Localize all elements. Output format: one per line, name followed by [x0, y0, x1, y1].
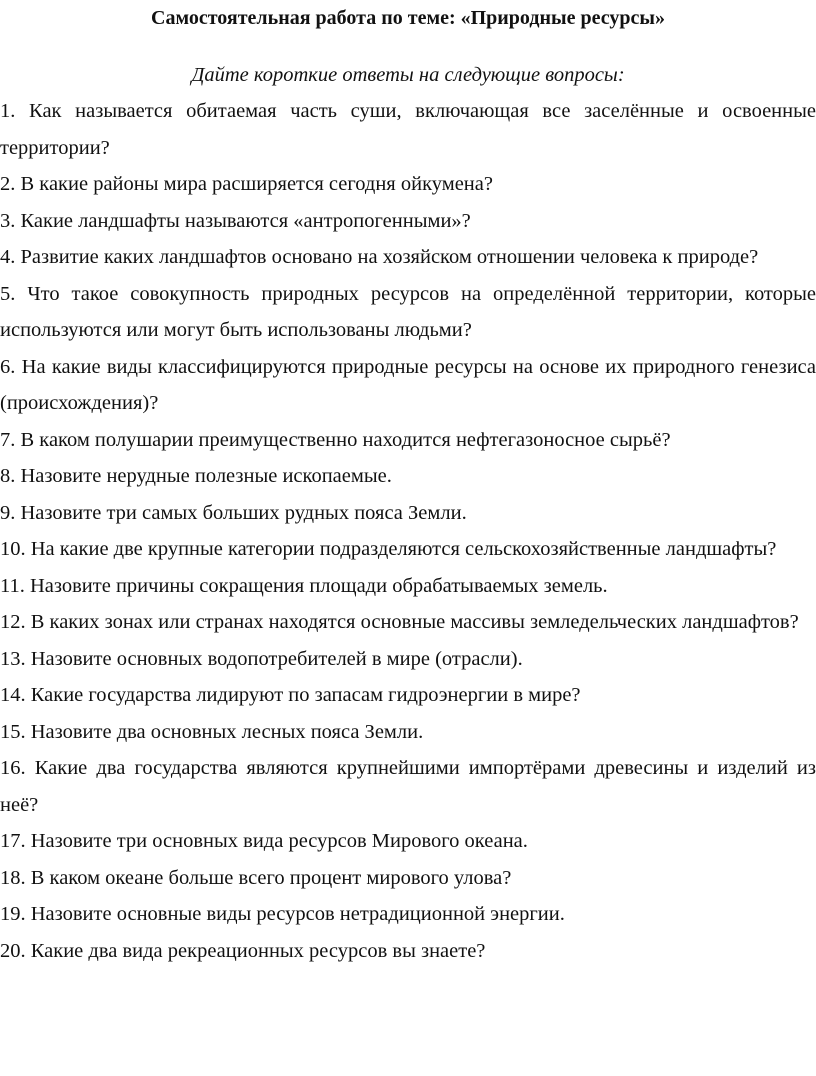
question-text: 6. На какие виды классифицируются природные ресурсы на основе их природного генезиса (происхождения)?: [0, 355, 816, 414]
question-text: 16. Какие два государства являются крупнейшими импортёрами древесины и изделий из неё?: [0, 757, 816, 816]
question-item: [0, 166, 816, 203]
question-item: [0, 823, 816, 860]
question-text: 3. Какие ландшафты называются «антропогенными»?: [0, 209, 471, 232]
question-text: 19. Назовите основные виды ресурсов нетрадиционной энергии.: [0, 903, 565, 925]
question-item: [0, 422, 816, 459]
question-item: [0, 641, 816, 678]
question-item: [0, 531, 816, 568]
question-text: 10. На какие две крупные категории подразделяются сельскохозяйственные ландшафты?: [0, 538, 777, 560]
question-item: [0, 239, 816, 276]
question-text: 15. Назовите два основных лесных пояса Земли.: [0, 720, 424, 743]
document-title: Самостоятельная работа по теме: «Природные ресурсы»: [151, 7, 665, 29]
question-text: 5. Что такое совокупность природных ресурсов на определённой территории, которые используются или могут быть использованы людьми?: [0, 282, 816, 341]
question-text: 1. Как называется обитаемая часть суши, включающая все заселённые и освоенные территории?: [0, 100, 816, 159]
question-item: [0, 495, 816, 532]
question-item: [0, 276, 816, 349]
question-item: [0, 677, 816, 714]
questions-list: [0, 93, 816, 969]
question-text: 11. Назовите причины сокращения площади обрабатываемых земель.: [0, 574, 608, 597]
question-text: 20. Какие два вида рекреационных ресурсов вы знаете?: [0, 939, 486, 962]
question-item: [0, 714, 816, 751]
question-text: 14. Какие государства лидируют по запасам гидроэнергии в мире?: [0, 684, 581, 706]
question-text: 17. Назовите три основных вида ресурсов Мирового океана.: [0, 830, 528, 852]
question-text: 12. В каких зонах или странах находятся основные массивы земледельческих ландшафтов?: [0, 611, 799, 633]
question-item: [0, 860, 816, 897]
question-text: 9. Назовите три самых больших рудных пояса Земли.: [0, 501, 467, 524]
question-item: [0, 568, 816, 605]
instructions-subtitle: Дайте короткие ответы на следующие вопросы:: [191, 64, 625, 86]
question-item: [0, 604, 816, 641]
question-item: [0, 349, 816, 422]
question-item: [0, 93, 816, 166]
question-text: 4. Развитие каких ландшафтов основано на хозяйском отношении человека к природе?: [0, 246, 759, 268]
question-text: 18. В каком океане больше всего процент мирового улова?: [0, 866, 512, 889]
question-item: [0, 203, 816, 240]
question-item: [0, 896, 816, 933]
question-text: 13. Назовите основных водопотребителей в мире (отрасли).: [0, 647, 523, 670]
question-item: [0, 458, 816, 495]
question-item: [0, 933, 816, 970]
question-text: 7. В каком полушарии преимущественно находится нефтегазоносное сырьё?: [0, 428, 671, 451]
question-text: 8. Назовите нерудные полезные ископаемые.: [0, 465, 392, 487]
question-text: 2. В какие районы мира расширяется сегодня ойкумена?: [0, 173, 493, 195]
question-item: [0, 750, 816, 823]
